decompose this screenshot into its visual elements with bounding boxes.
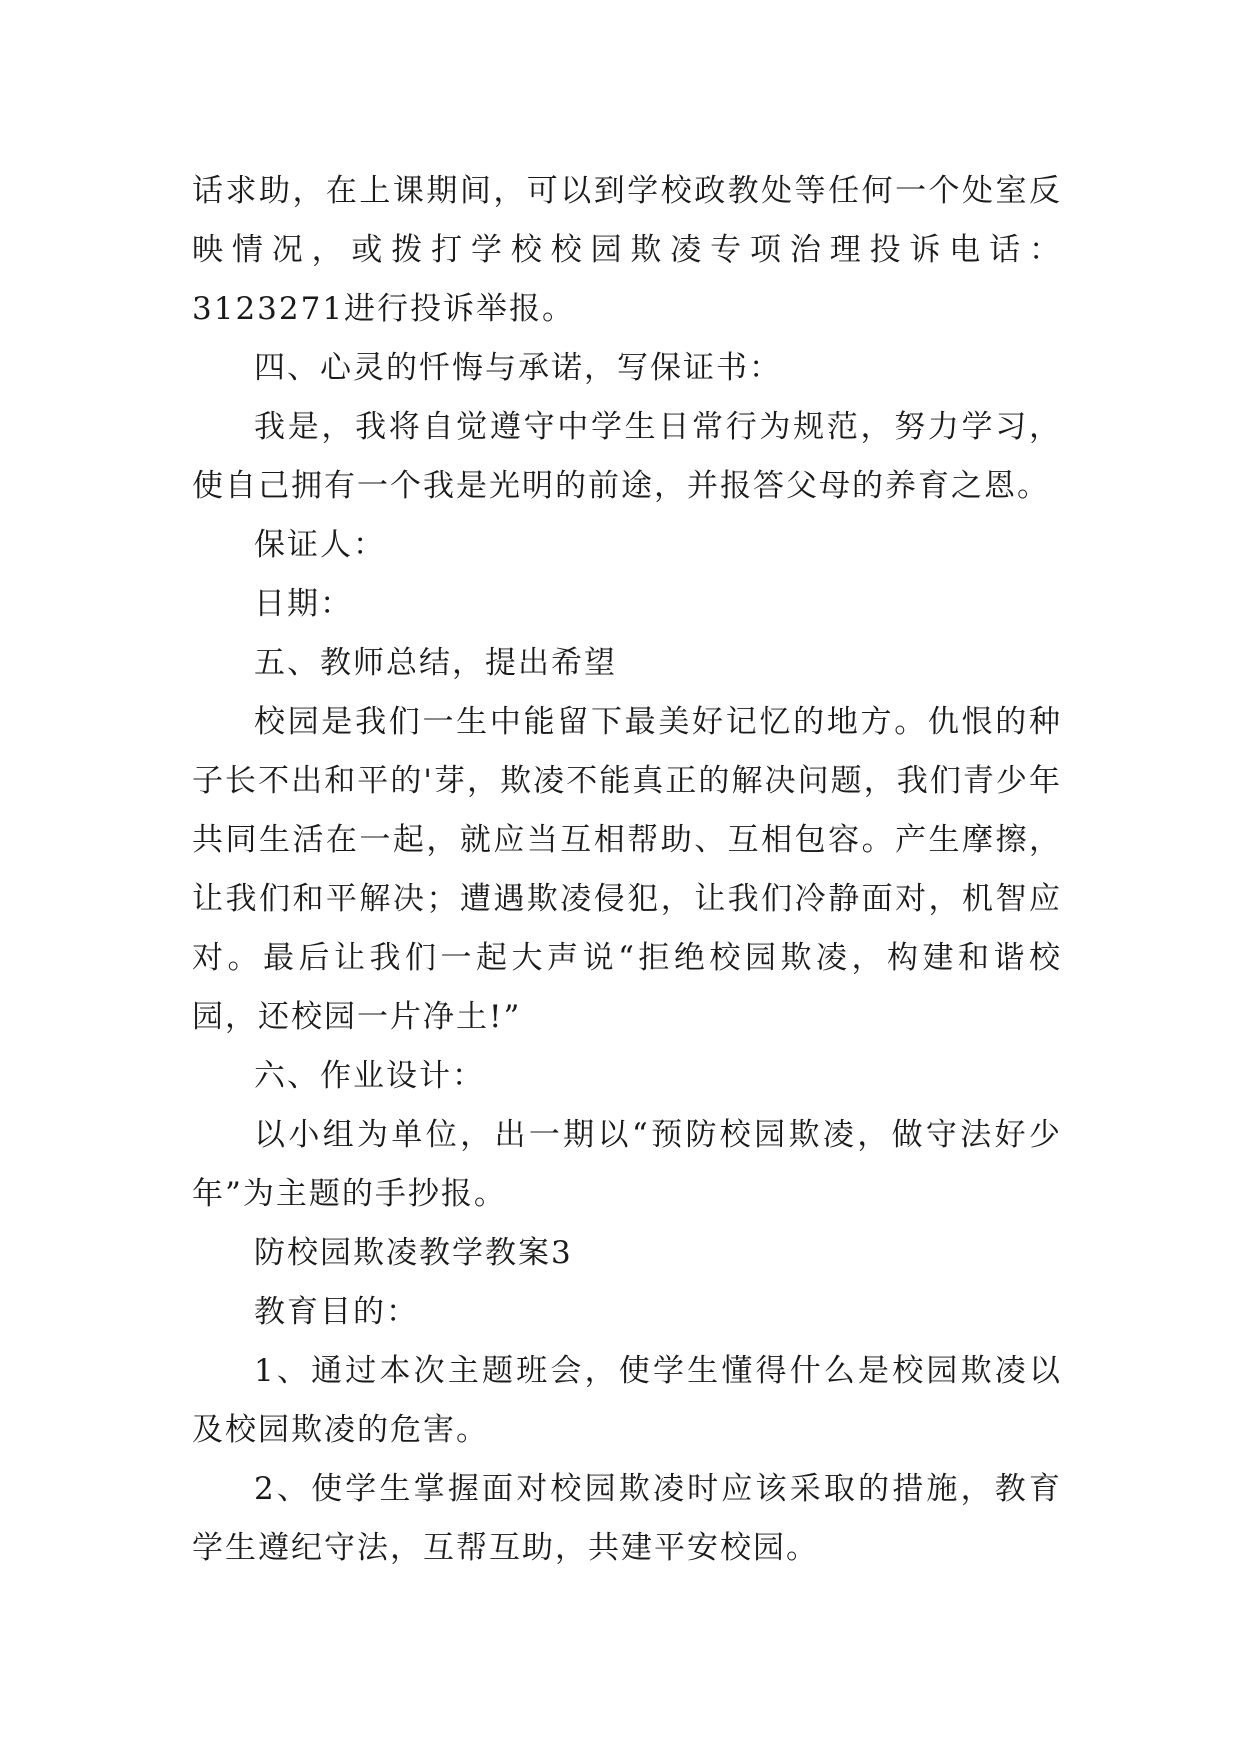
guarantor-line: 保证人： xyxy=(254,527,386,563)
section-heading-4: 四、心灵的忏悔与承诺，写保证书： xyxy=(254,350,782,386)
homework-text: 以小组为单位，出一期以“预防校园欺凌，做守法好少年”为主题的手抄报。 xyxy=(192,1117,1062,1212)
objective-item: 2、使学生掌握面对校园欺凌时应该采取的措施，教育学生遵纪守法，互帮互助，共建平安校园。 xyxy=(192,1471,1062,1566)
teacher-summary: 校园是我们一生中能留下最美好记忆的地方。仇恨的种子长不出和平的'芽，欺凌不能真正的解决问题，我们青少年共同生活在一起，就应当互相帮助、互相包容。产生摩擦，让我们和平解决；遭遇欺凌侵犯，让我们冷静面对，机智应对。最后让我们一起大声说“拒绝校园欺凌，构建和谐校园，还校园一片净土!” xyxy=(192,704,1062,1035)
date-line: 日期： xyxy=(254,586,353,622)
objectives-heading: 教育目的： xyxy=(254,1294,419,1330)
document-body xyxy=(192,162,1062,1578)
pledge-text: 我是，我将自觉遵守中学生日常行为规范，努力学习，使自己拥有一个我是光明的前途，并报答父母的养育之恩。 xyxy=(192,409,1062,504)
section-heading-6: 六、作业设计： xyxy=(254,1058,485,1094)
section-heading-5: 五、教师总结，提出希望 xyxy=(254,645,617,681)
lesson-plan-title: 防校园欺凌教学教案3 xyxy=(254,1235,573,1271)
paragraph-continuation: 话求助，在上课期间，可以到学校政教处等任何一个处室反映情况，或拨打学校校园欺凌专项治理投诉电话：3123271进行投诉举报。 xyxy=(192,173,1062,327)
objective-item: 1、通过本次主题班会，使学生懂得什么是校园欺凌以及校园欺凌的危害。 xyxy=(192,1353,1062,1448)
